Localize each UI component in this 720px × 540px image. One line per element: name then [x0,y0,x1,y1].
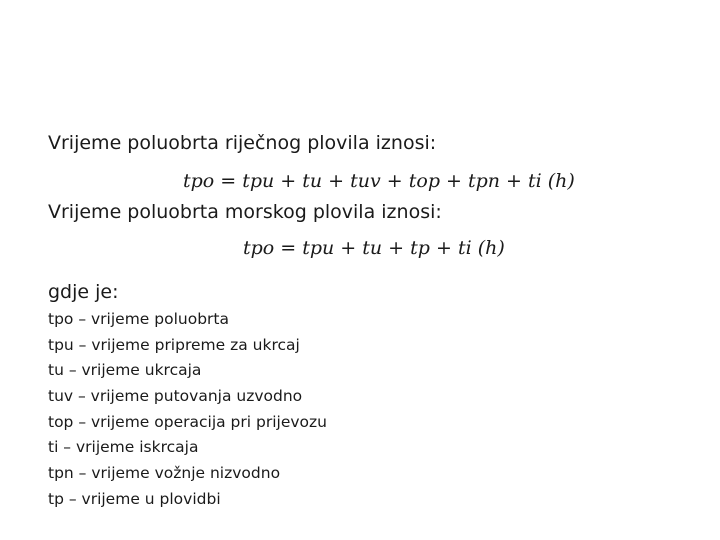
definition-top: top – vrijeme operacija pri prijevozu [48,412,327,431]
definition-ti: ti – vrijeme iskrcaja [48,438,199,457]
where-label: gdje je: [48,281,119,303]
definition-tpo: tpo – vrijeme poluobrta [48,310,229,328]
definition-list [48,309,327,515]
sea-heading: Vrijeme poluobrta morskog plovila iznosi: [48,201,442,223]
definition-tuv: tuv – vrijeme putovanja uzvodno [48,387,303,406]
definition-tp: tp – vrijeme u plovidbi [48,489,221,508]
definition-tu: tu – vrijeme ukrcaja [48,361,202,380]
river-formula: tpo = tpu + tu + tuv + top + tpn + ti (h) [183,170,575,192]
definition-tpu: tpu – vrijeme pripreme za ukrcaj [48,335,300,354]
river-heading: Vrijeme poluobrta riječnog plovila iznosi: [48,132,437,154]
sea-formula: tpo = tpu + tu + tp + ti (h) [243,237,505,259]
definition-tpn: tpn – vrijeme vožnje nizvodno [48,464,281,483]
